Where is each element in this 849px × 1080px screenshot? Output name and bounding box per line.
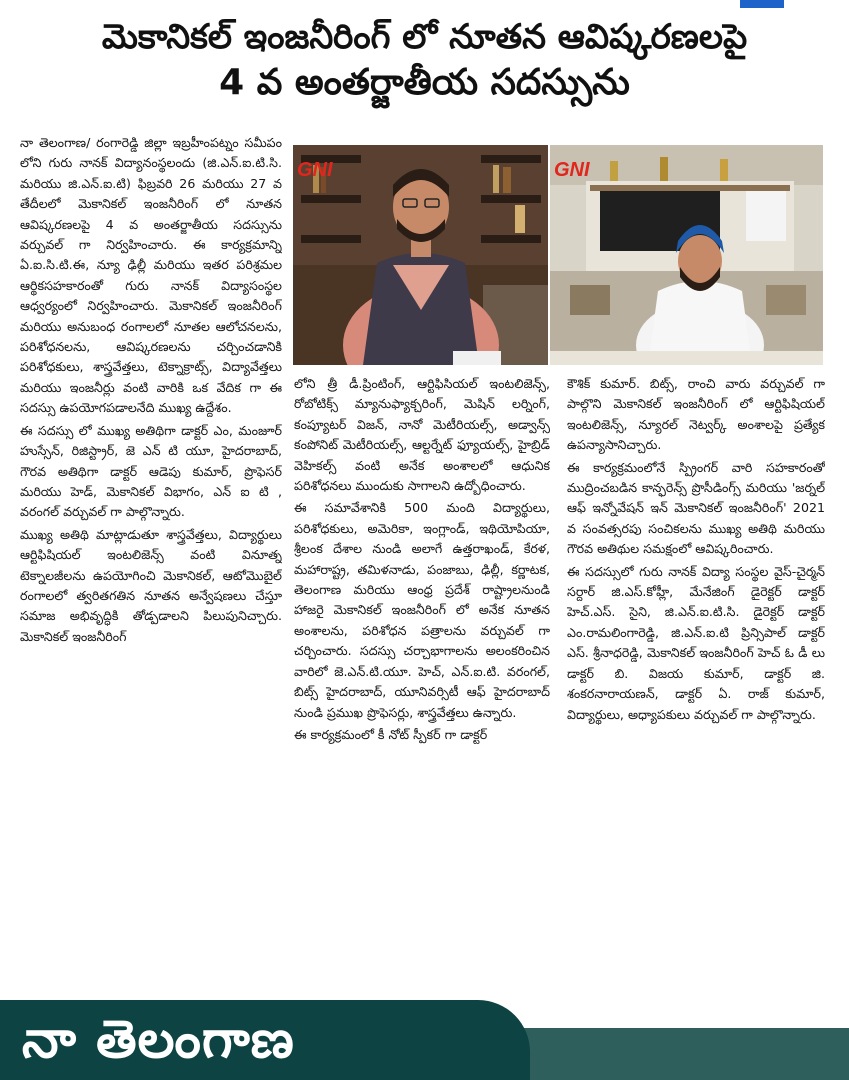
- article-column-2: [294, 374, 550, 1000]
- headline-line-1: మెకానికల్ ఇంజనీరింగ్ లో నూతన ఆవిష్కరణలపై: [101, 17, 748, 57]
- column1-paragraph-2: ఈ సదస్సు లో ముఖ్య అతిథిగా డాక్టర్ ఎం, మంజూర్ హుస్సేన్, రిజిస్ట్రార్, జె ఎన్ టి యూ, హైదరాబాద్, గౌరవ అతిథిగా డాక్టర్ ఆడెపు కుమార్, ప్రొఫెసర్ మరియు హెడ్, మెకానికల్ విభాగం, ఎన్ ఐ టి , వరంగల్ వర్చువల్ గా పాల్గొన్నారు.: [20, 422, 282, 520]
- column2-paragraph-1: లోని త్రీ డీ.ప్రింటింగ్, ఆర్టిఫిసియల్ ఇంటలిజెన్స్, రోబోటిక్స్ మ్యానుఫ్యాక్చరింగ్, మెషిన్ లర్నింగ్, కంప్యూటర్ విజన్, నానో మెటీరియల్స్, అడ్వాన్స్ కంపోనిట్ మెటీరియల్స్, ఆల్టర్నేట్ ఫ్యూయల్స్, హైబ్రిడ్ వెహికల్స్ వంటి అనేక అంశాలలో ఆధునిక పరిశోధనలు ముందుకు సాగాలని ఉద్బోధించారు.: [294, 376, 550, 494]
- column1-paragraph-1: నా తెలంగాణ/ రంగారెడ్డి జిల్లా ఇబ్రహీంపట్నం సమీపం లోని గురు నానక్ విద్యానంస్థలందు (జి.ఎన్.ఐ.టి.సి. మరియు జి.ఎన్.ఐ.టి) ఫిబ్రవరి 26 మరియు 27 వ తేదీలలో మెకానికల్ ఇంజనీరింగ్ లో నూతన ఆవిష్కరణలపై 4 వ అంతర్జాతీయ సదస్సును వర్చువల్ గా నిర్వహించారు. ఈ కార్యక్రమాన్ని ఏ.ఐ.సి.టి.ఈ, న్యూ ఢిల్లీ మరియు ఇతర పరిశ్రమల ఆర్థికసహకారంతో గురు నానక్ విద్యాసంస్థల ఆధ్వర్యంలో నిర్వహించారు. మెకానికల్ ఇంజనీరింగ్ మరియు అనుబంధ రంగాలలో నూతల ఆలోచనలను, పరిశోధనలను, ఆవిష్కరణలను చర్చించడానికి పరిశోధకులు, శాస్త్రవేత్తలు, టెక్నాక్రాట్స్, విద్యావేత్తలు మరియు ఇంజనీర్లు వంటి వారికి ఒక వేదిక గా ఈ సదస్సు ఉపయోగపడాలనేది ముఖ్య ఉద్దేశం.: [20, 135, 282, 416]
- column3-paragraph-2: ఈ కార్యక్రమంలోనే స్ప్రింగర్ వారి సహకారంతో ముద్రించబడిన కాన్ఫరెన్స్ ప్రొసీడింగ్స్ మరియు 'జర్నల్ ఆఫ్ ఇన్నోవేషన్ ఇన్ మెకానికల్ ఇంజనీరింగ్' 2021 వ సంవత్సరపు సంచికలను ముఖ్య అతిథి మరియు గౌరవ అతిథుల సమక్షంలో ఆవిష్కరించారు.: [567, 459, 825, 557]
- column3-paragraph-3: ఈ సదస్సులో గురు నానక్ విద్యా సంస్థల వైస్-చైర్మన్ సర్దార్ జి.ఎస్.కోహ్లీ, మేనేజింగ్ డైరెక్టర్ డాక్టర్ హెచ్.ఎస్. సైని, జి.ఎన్.ఐ.టి.సి. డైరెక్టర్ డాక్టర్ ఎం.రామలింగారెడ్డి, జి.ఎన్.ఐ.టి ప్రిన్సిపాల్ డాక్టర్ ఎస్. శ్రీనాధరెడ్డి, మెకానికల్ ఇంజనీరింగ్ హెచ్ ఓ డీ లు డాక్టర్ బి. విజయ కుమార్, డాక్టర్ జి. శంకరనారాయణన్, డాక్టర్ ఏ. రాజ్ కుమార్, విద్యార్థులు, అధ్యాపకులు వర్చువల్ గా పాల్గొన్నారు.: [567, 563, 825, 722]
- speaker-photo-2-image: [550, 145, 823, 365]
- column1-paragraph-3: ముఖ్య అతిథి మాట్లాడుతూ శాస్త్రవేత్తలు, విద్యార్థులు ఆర్టిఫిషియల్ ఇంటలిజెన్స్ వంటి వినూత్న టెక్నాలజీలను ఉపయోగించి మెకానికల్, ఆటోమొబైల్ రంగాలలో త్వరితగతిన నూతన అన్వేషణలు చేస్తూ సమాజ అభివృద్ధికి తోడ్పడాలని పిలుపునిచ్చారు. మెకానికల్ ఇంజనీరింగ్: [20, 526, 282, 644]
- speaker-photo-2: [550, 145, 823, 365]
- article-column-1: [20, 133, 282, 1000]
- channel-logo-2: GNI: [554, 159, 590, 181]
- column2-paragraph-2: ఈ సమావేశానికి 500 మంది విద్యార్థులు, పరిశోధకులు, అమెరికా, ఇంగ్లాండ్, ఇథియోపియా, శ్రీలంక దేశాల నుండి అలాగే ఉత్తరాఖండ్, కేరళ, మహారాష్ట్ర, తమిళనాడు, పంజాబు, ఢిల్లీ, కర్ణాటక, తెలంగాణ మరియు ఆంధ్ర ప్రదేశ్ రాష్ట్రాలనుండి హాజరై మెకానికల్ ఇంజనీరింగ్ లో అనేక నూతన అంశాలను, పరిశోధన పత్రాలను వర్చువల్ గా చర్చించారు. సదస్సు చర్చాభాగాలను అలంకరించిన వారిలో జె.ఎన్.టి.యూ. హెచ్, ఎన్.ఐ.టి. వరంగల్, బిట్స్ హైదరాబాద్, యూనివర్సిటీ ఆఫ్ హైదరాబాద్ నుండి ప్రముఖ ప్రొఫెసర్లు, శాస్త్రవేత్తలు ఉన్నారు.: [294, 500, 550, 720]
- headline-line-2: 4 వ అంతర్జాతీయ సదస్సును: [219, 62, 630, 103]
- corner-accent: [740, 0, 784, 8]
- speaker-photo-1: [293, 145, 548, 365]
- masthead-title: నా తెలంగాణ: [22, 1010, 295, 1070]
- channel-logo-1: GNI: [297, 159, 333, 181]
- footer-teal-strip: [500, 1028, 849, 1080]
- column2-paragraph-3: ఈ కార్యక్రమంలో కీ నోట్ స్పీకర్ గా డాక్టర్: [294, 726, 488, 742]
- article-column-3: [567, 374, 825, 974]
- column3-paragraph-1: కౌశిక్ కుమార్. బిట్స్, రాంచి వారు వర్చువల్ గా పాల్గొని మెకానికల్ ఇంజనీరింగ్ లో ఆర్టిఫిషియల్ ఇంటలిజెన్స్, న్యూరల్ నెట్వర్క్ అంశాలపై ప్రత్యేక ఉపన్యాసానిచ్చారు.: [567, 376, 825, 453]
- headline: [0, 14, 849, 106]
